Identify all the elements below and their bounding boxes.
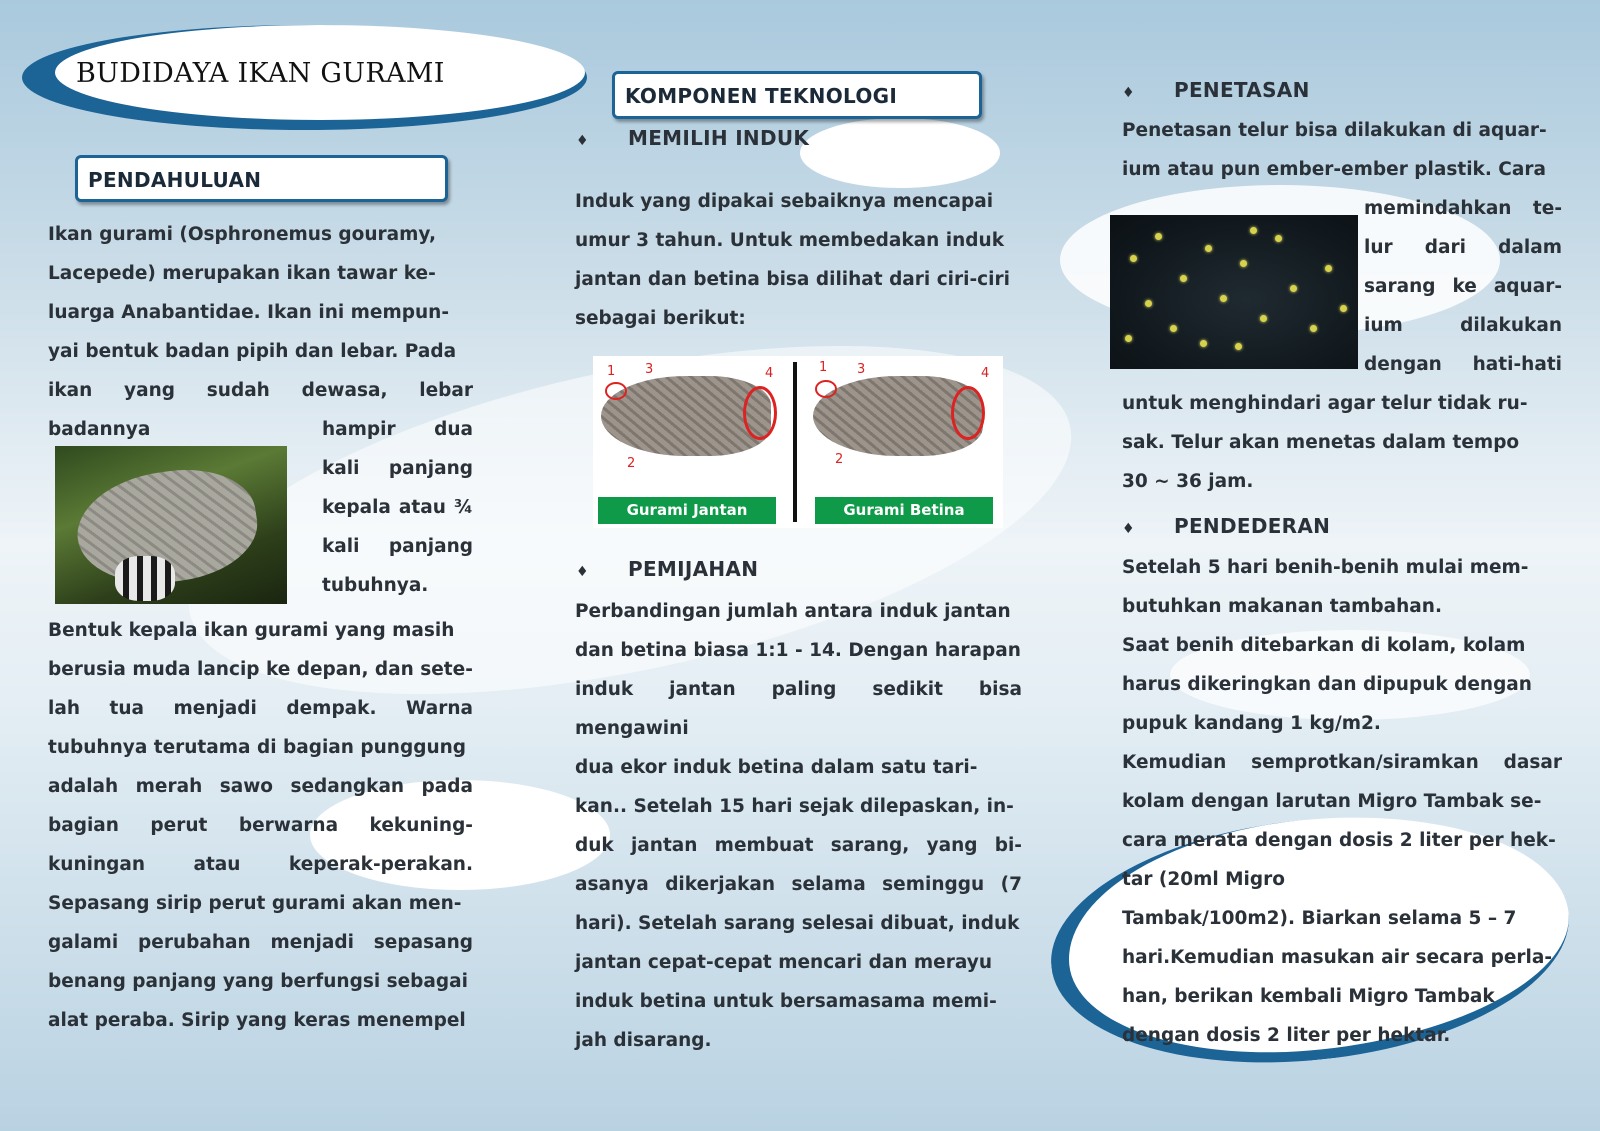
- marker-number: 2: [627, 456, 636, 471]
- egg-dot: [1275, 235, 1282, 242]
- text-line: induk jantan paling sedikit bisa mengawini: [575, 679, 1022, 739]
- text-line: kolam dengan larutan Migro Tambak se-: [1122, 791, 1542, 812]
- marker-number: 2: [835, 452, 844, 467]
- text-line: Lacepede) merupakan ikan tawar ke-: [48, 263, 436, 284]
- egg-dot: [1155, 233, 1162, 240]
- text-line: umur 3 tahun. Untuk membedakan induk: [575, 230, 1004, 251]
- intro-wrap-paragraph: [322, 410, 473, 605]
- section-header-label: PENDAHULUAN: [88, 168, 262, 192]
- text-line: lur dari dalam: [1364, 237, 1562, 258]
- page-title: BUDIDAYA IKAN GURAMI: [76, 58, 445, 89]
- marker-number: 1: [607, 364, 616, 379]
- diamond-bullet-icon: ♦: [1122, 521, 1135, 537]
- text-line: tubuhnya terutama di bagian punggung: [48, 737, 467, 758]
- text-line: cara merata dengan dosis 2 liter per hek-: [1122, 830, 1556, 851]
- subheading-pemijahan: [576, 557, 758, 581]
- text-line: ium dilakukan: [1364, 315, 1562, 336]
- egg-dot: [1310, 325, 1317, 332]
- head-marker-circle: [815, 380, 837, 398]
- text-line: bagian perut berwarna kekuning-: [48, 815, 473, 836]
- text-line: jantan cepat-cepat mencari dan merayu: [575, 952, 992, 973]
- text-line: hampir dua: [322, 419, 473, 440]
- egg-dot: [1205, 245, 1212, 252]
- subheading-label: PENETASAN: [1174, 78, 1310, 102]
- figure-divider: [793, 362, 797, 522]
- egg-dot: [1260, 315, 1267, 322]
- text-line: Bentuk kepala ikan gurami yang masih: [48, 620, 455, 641]
- text-line: jantan dan betina bisa dilihat dari ciri-ciri: [575, 269, 1010, 290]
- subheading-label: PEMIJAHAN: [628, 557, 759, 581]
- pendederan-paragraph: [1122, 548, 1562, 1055]
- text-line: hari). Setelah sarang selesai dibuat, induk: [575, 913, 1020, 934]
- text-line: ikan yang sudah dewasa, lebar badannya: [48, 380, 473, 440]
- gourami-photo: [55, 446, 287, 604]
- text-line: ium atau pun ember-ember plastik. Cara: [1122, 159, 1546, 180]
- text-line: 30 ~ 36 jam.: [1122, 471, 1254, 492]
- subheading-label: MEMILIH INDUK: [628, 126, 810, 150]
- text-line: butuhkan makanan tambahan.: [1122, 596, 1442, 617]
- male-female-comparison-figure: [593, 356, 1003, 528]
- text-line: tar (20ml Migro: [1122, 869, 1285, 890]
- marker-number: 3: [857, 362, 866, 377]
- text-line: Setelah 5 hari benih-benih mulai mem-: [1122, 557, 1529, 578]
- text-line: galami perubahan menjadi sepasang: [48, 932, 473, 953]
- text-line: asanya dikerjakan selama seminggu (7: [575, 874, 1022, 895]
- text-line: kepala atau ¾: [322, 497, 473, 518]
- text-line: Kemudian semprotkan/siramkan dasar: [1122, 752, 1562, 773]
- text-line: Sepasang sirip perut gurami akan men-: [48, 893, 462, 914]
- text-line: Induk yang dipakai sebaiknya mencapai: [575, 191, 994, 212]
- text-line: alat peraba. Sirip yang keras menempel: [48, 1010, 466, 1031]
- egg-dot: [1200, 340, 1207, 347]
- text-line: jah disarang.: [575, 1030, 712, 1051]
- text-line: hari.Kemudian masukan air secara perla-: [1122, 947, 1553, 968]
- egg-dot: [1250, 227, 1257, 234]
- egg-dot: [1145, 300, 1152, 307]
- text-line: dengan hati-hati: [1364, 354, 1562, 375]
- marker-number: 4: [765, 366, 774, 381]
- text-line: lah tua menjadi dempak. Warna: [48, 698, 473, 719]
- text-line: adalah merah sawo sedangkan pada: [48, 776, 473, 797]
- text-line: berusia muda lancip ke depan, dan sete-: [48, 659, 473, 680]
- egg-dot: [1325, 265, 1332, 272]
- label-gurami-betina: Gurami Betina: [815, 497, 993, 524]
- text-line: untuk menghindari agar telur tidak ru-: [1122, 393, 1528, 414]
- text-line: sak. Telur akan menetas dalam tempo: [1122, 432, 1520, 453]
- text-line: pupuk kandang 1 kg/m2.: [1122, 713, 1381, 734]
- text-line: dengan dosis 2 liter per hektar.: [1122, 1025, 1451, 1046]
- text-line: induk betina untuk bersamasama memi-: [575, 991, 997, 1012]
- text-line: Ikan gurami (Osphronemus gouramy,: [48, 224, 437, 245]
- memilih-induk-paragraph: [575, 182, 1022, 338]
- penetasan-top-paragraph: [1122, 111, 1562, 189]
- diamond-bullet-icon: ♦: [1122, 85, 1135, 101]
- subheading-penetasan: [1122, 78, 1310, 102]
- section-header-label: KOMPONEN TEKNOLOGI: [625, 84, 898, 108]
- text-line: memindahkan te-: [1364, 198, 1562, 219]
- text-line: kali panjang: [322, 458, 473, 479]
- marker-number: 3: [645, 362, 654, 377]
- egg-dot: [1340, 305, 1347, 312]
- egg-dot: [1220, 295, 1227, 302]
- egg-dot: [1130, 255, 1137, 262]
- text-line: luarga Anabantidae. Ikan ini mempun-: [48, 302, 450, 323]
- hatching-eggs-photo: [1110, 215, 1358, 369]
- marker-number: 4: [981, 366, 990, 381]
- head-marker-circle: [605, 382, 627, 400]
- text-line: Perbandingan jumlah antara induk jantan: [575, 601, 1011, 622]
- text-line: kuningan atau keperak-perakan.: [48, 854, 473, 875]
- text-line: Penetasan telur bisa dilakukan di aquar-: [1122, 120, 1547, 141]
- egg-dot: [1125, 335, 1132, 342]
- egg-dot: [1290, 285, 1297, 292]
- pemijahan-paragraph: [575, 592, 1022, 1060]
- text-line: sebagai berikut:: [575, 308, 746, 329]
- diamond-bullet-icon: ♦: [576, 564, 589, 580]
- marker-number: 1: [819, 360, 828, 375]
- egg-dot: [1170, 325, 1177, 332]
- section-header-komponen-teknologi: [612, 71, 982, 119]
- subheading-pendederan: [1122, 514, 1330, 538]
- background-swoosh: [800, 118, 1000, 188]
- text-line: tubuhnya.: [322, 575, 429, 596]
- diamond-bullet-icon: ♦: [576, 133, 589, 149]
- egg-dot: [1240, 260, 1247, 267]
- text-line: yai bentuk badan pipih dan lebar. Pada: [48, 341, 457, 362]
- striped-fish-shape: [115, 556, 175, 601]
- text-line: benang panjang yang berfungsi sebagai: [48, 971, 468, 992]
- text-line: harus dikeringkan dan dipupuk dengan: [1122, 674, 1532, 695]
- egg-dot: [1235, 343, 1242, 350]
- tail-marker-circle: [743, 386, 777, 440]
- tail-marker-circle: [951, 386, 985, 440]
- text-line: sarang ke aquar-: [1364, 276, 1562, 297]
- text-line: dan betina biasa 1:1 - 14. Dengan harapan: [575, 640, 1021, 661]
- egg-dot: [1180, 275, 1187, 282]
- text-line: kan.. Setelah 15 hari sejak dilepaskan, in-: [575, 796, 1014, 817]
- text-line: Tambak/100m2). Biarkan selama 5 – 7: [1122, 908, 1517, 929]
- text-line: duk jantan membuat sarang, yang bi-: [575, 835, 1022, 856]
- text-line: Saat benih ditebarkan di kolam, kolam: [1122, 635, 1526, 656]
- text-line: han, berikan kembali Migro Tambak: [1122, 986, 1495, 1007]
- penetasan-bottom-paragraph: [1122, 384, 1562, 501]
- text-line: dua ekor induk betina dalam satu tari-: [575, 757, 978, 778]
- text-line: kali panjang: [322, 536, 473, 557]
- subheading-memilih-induk: [576, 126, 809, 150]
- label-gurami-jantan: Gurami Jantan: [598, 497, 776, 524]
- subheading-label: PENDEDERAN: [1174, 514, 1331, 538]
- description-paragraph: [48, 611, 473, 1040]
- penetasan-wrap-paragraph: [1364, 189, 1562, 384]
- section-header-pendahuluan: [75, 155, 448, 202]
